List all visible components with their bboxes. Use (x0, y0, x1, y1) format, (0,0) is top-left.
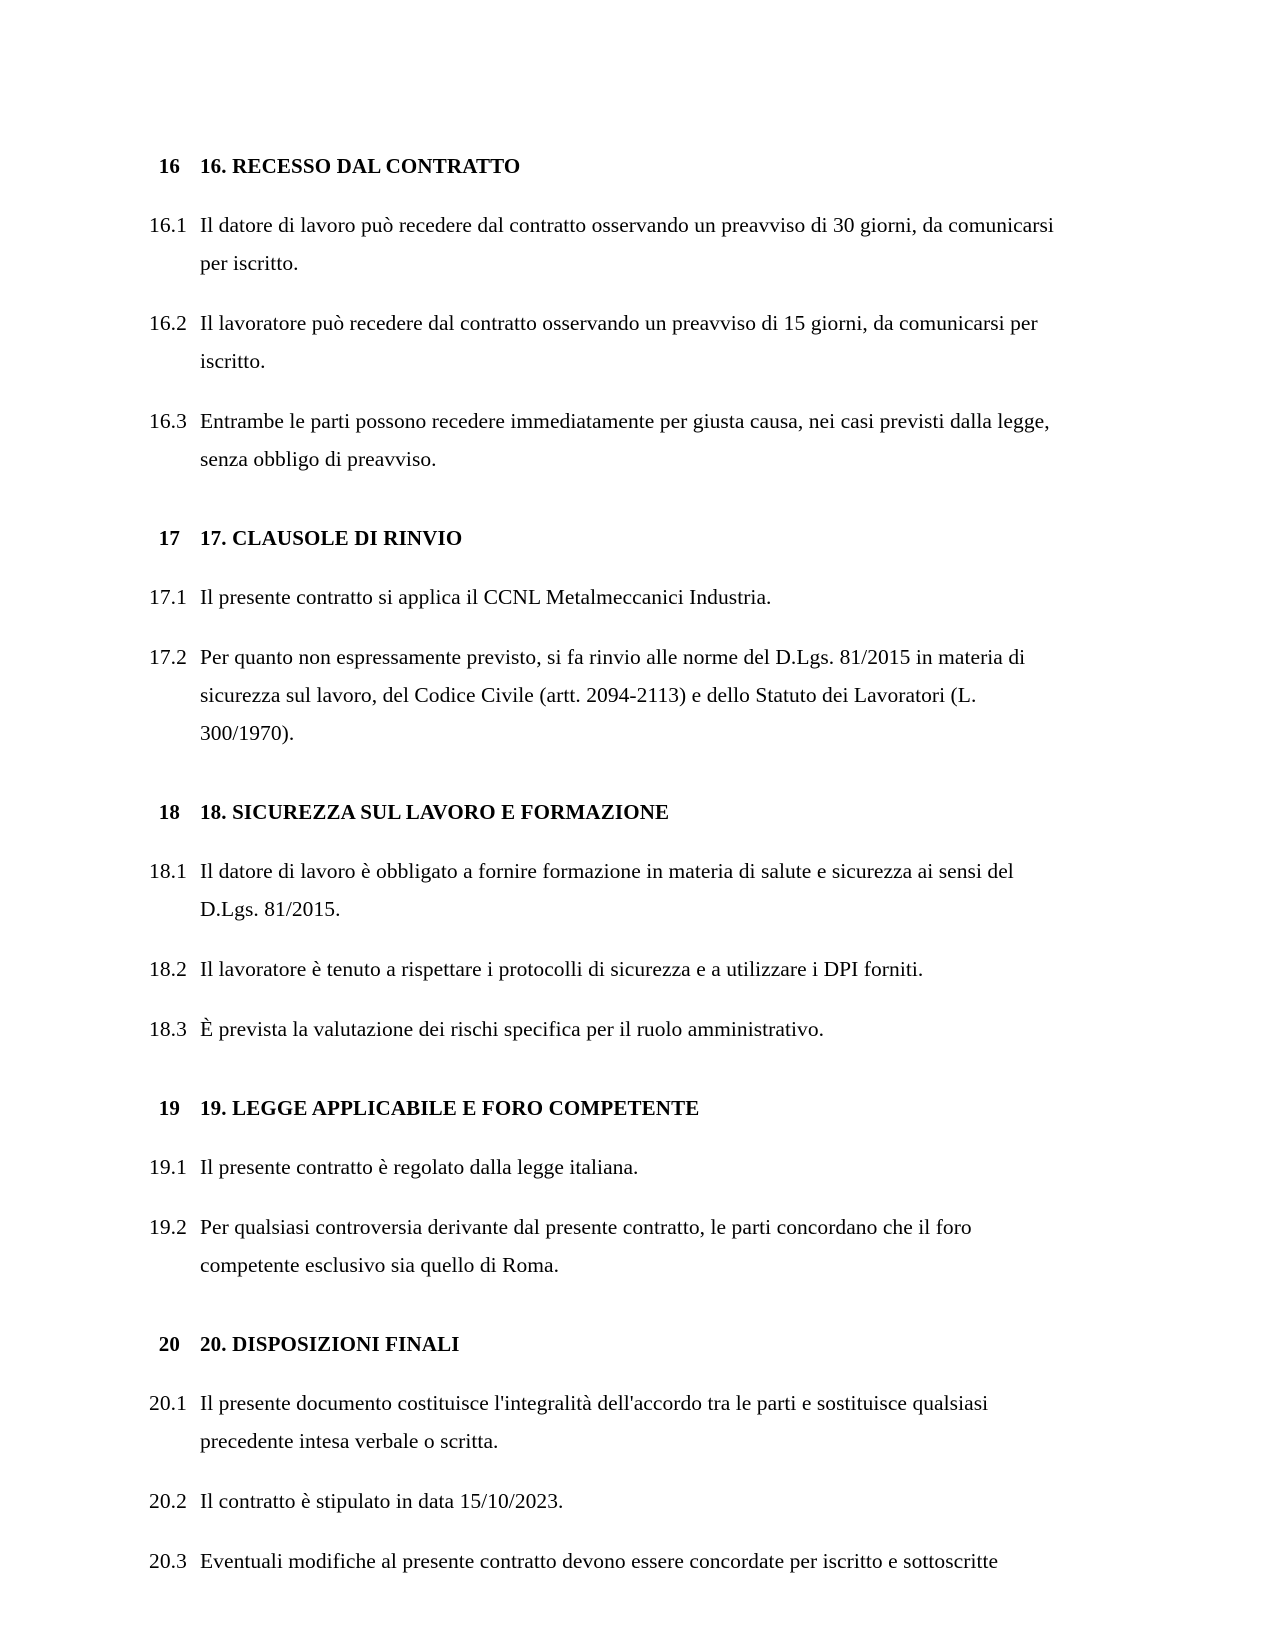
clause-row (133, 578, 1065, 616)
clause-number: 16.1 (148, 213, 187, 237)
clause-text: Il contratto è stipulato in data 15/10/2023. (200, 1489, 564, 1513)
contract-section (133, 524, 1065, 752)
contract-section (133, 798, 1065, 1048)
clause-text: Eventuali modifiche al presente contratto devono essere concordate per iscritto e sottoscritte (200, 1549, 999, 1573)
clause-row (133, 402, 1065, 478)
clause-row (133, 1148, 1065, 1186)
clause-number: 19.1 (148, 1155, 187, 1179)
section-number: 20 (158, 1332, 180, 1356)
clause-row (133, 304, 1065, 380)
contract-section (133, 1094, 1065, 1284)
clause-number: 16.3 (148, 409, 187, 433)
clause-number: 16.2 (148, 311, 187, 335)
section-number: 17 (158, 526, 180, 550)
clause-number: 20.1 (148, 1391, 187, 1415)
clause-text: Per qualsiasi controversia derivante dal presente contratto, le parti concordano che il foro competente esclusivo sia quello di Roma. (200, 1215, 972, 1277)
section-title: 18. SICUREZZA SUL LAVORO E FORMAZIONE (200, 800, 670, 824)
clause-number: 17.1 (148, 585, 187, 609)
clause-text: Il presente documento costituisce l'integralità dell'accordo tra le parti e sostituisce qualsiasi precedente intesa verbale o scritta. (200, 1391, 989, 1453)
section-title: 20. DISPOSIZIONI FINALI (200, 1332, 460, 1356)
clause-number: 20.3 (148, 1549, 187, 1573)
clause-text: Entrambe le parti possono recedere immediatamente per giusta causa, nei casi previsti dalla legge, senza obbligo di preavviso. (200, 409, 1050, 471)
clause-row (133, 1542, 1065, 1580)
clause-text: Il presente contratto si applica il CCNL Metalmeccanici Industria. (200, 585, 772, 609)
clause-row (133, 1010, 1065, 1048)
clause-text: Per quanto non espressamente previsto, si fa rinvio alle norme del D.Lgs. 81/2015 in materia di sicurezza sul lavoro, del Codice Civile (artt. 2094-2113) e dello Statuto dei Lavoratori (L. 300/1970). (200, 645, 1026, 745)
section-number: 16 (158, 154, 180, 178)
clause-text: Il datore di lavoro è obbligato a fornire formazione in materia di salute e sicurezza ai sensi del D.Lgs. 81/2015. (200, 859, 1014, 921)
contract-section (133, 1330, 1065, 1580)
section-title: 16. RECESSO DAL CONTRATTO (200, 154, 521, 178)
clause-text: Il datore di lavoro può recedere dal contratto osservando un preavviso di 30 giorni, da comunicarsi per iscritto. (200, 213, 1054, 275)
section-title: 19. LEGGE APPLICABILE E FORO COMPETENTE (200, 1096, 700, 1120)
clause-text: Il presente contratto è regolato dalla legge italiana. (200, 1155, 639, 1179)
clause-number: 19.2 (148, 1215, 187, 1239)
clause-number: 18.1 (148, 859, 187, 883)
clause-number: 20.2 (148, 1489, 187, 1513)
clause-text: È prevista la valutazione dei rischi specifica per il ruolo amministrativo. (200, 1017, 825, 1041)
clause-row (133, 1208, 1065, 1284)
clause-row (133, 206, 1065, 282)
contract-section (133, 152, 1065, 478)
clause-number: 18.2 (148, 957, 187, 981)
clause-number: 18.3 (148, 1017, 187, 1041)
clause-text: Il lavoratore può recedere dal contratto osservando un preavviso di 15 giorni, da comunicarsi per iscritto. (200, 311, 1038, 373)
section-heading (133, 1094, 1065, 1122)
clause-text: Il lavoratore è tenuto a rispettare i protocolli di sicurezza e a utilizzare i DPI forniti. (200, 957, 924, 981)
clause-row (133, 1384, 1065, 1460)
section-heading (133, 524, 1065, 552)
clause-row (133, 638, 1065, 752)
section-title: 17. CLAUSOLE DI RINVIO (200, 526, 463, 550)
section-number: 19 (158, 1096, 180, 1120)
section-heading (133, 798, 1065, 826)
clause-row (133, 1482, 1065, 1520)
section-heading (133, 152, 1065, 180)
section-number: 18 (158, 800, 180, 824)
clause-row (133, 852, 1065, 928)
clause-number: 17.2 (148, 645, 187, 669)
clause-row (133, 950, 1065, 988)
section-heading (133, 1330, 1065, 1358)
document-body (133, 152, 1065, 1580)
